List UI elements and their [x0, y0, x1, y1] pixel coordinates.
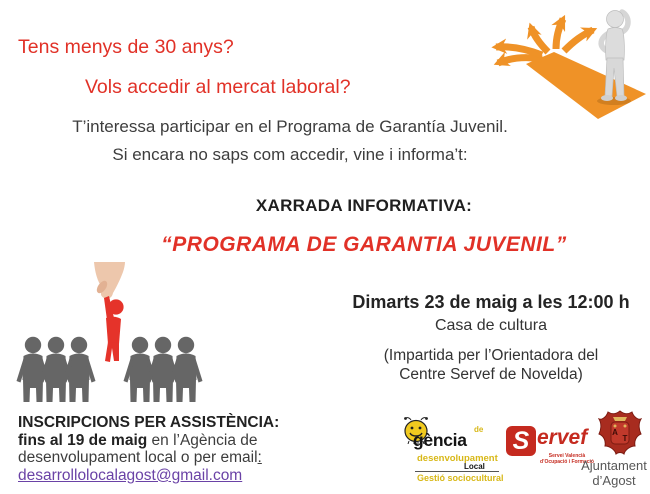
escut-letter-a: A: [612, 428, 618, 437]
email-link[interactable]: desarrollolocalagost@gmail.com: [18, 466, 243, 484]
agencia-local-label: Local: [464, 462, 485, 471]
registration-method-text: desenvolupament local o per email: [18, 449, 258, 467]
agencia-logo: [400, 416, 504, 482]
servef-s-icon: S: [506, 426, 536, 456]
ajuntament-label: [578, 459, 650, 489]
registration-heading: INSCRIPCIONS PER ASSISTÈNCIA:: [18, 414, 280, 431]
recruitment-illustration: [8, 262, 230, 410]
talk-heading: XARRADA INFORMATIVA:: [255, 196, 473, 215]
road: [526, 52, 646, 119]
event-venue: Casa de cultura: [434, 317, 548, 334]
agencia-divider: [415, 471, 499, 472]
headline-question-age: Tens menys de 30 anys?: [18, 36, 234, 58]
talk-title: “PROGRAMA DE GARANTIA JUVENIL”: [161, 233, 567, 256]
intro-line-info: Si encara no saps com accedir, vine i informa’t:: [112, 145, 468, 164]
escut-letter-t: T: [622, 434, 628, 443]
registration-method: [18, 449, 363, 467]
crossroads-illustration: [478, 2, 650, 120]
agencia-name: gència: [413, 430, 467, 450]
event-speaker: [332, 347, 650, 385]
registration-deadline: [18, 432, 363, 450]
ajuntament-label-line1: Ajuntament: [581, 458, 647, 473]
picking-hand: [94, 262, 125, 299]
agencia-desenvolupament-label: desenvolupament: [417, 453, 498, 464]
servef-name: ervef: [537, 426, 588, 449]
intro-line-program: T’interessa participar en el Programa de Garantía Juvenil.: [72, 117, 508, 136]
headline-question-labour: Vols accedir al mercat laboral?: [85, 76, 351, 98]
registration-colon: :: [257, 449, 262, 467]
event-datetime: Dimarts 23 de maig a les 12:00 h: [352, 292, 630, 312]
ajuntament-label-line2: d’Agost: [592, 472, 636, 488]
registration-deadline-rest: en l’Agència de: [147, 431, 258, 449]
picked-person: [104, 296, 124, 362]
event-speaker-line2: Centre Servef de Novelda): [399, 365, 583, 383]
event-details: [332, 292, 650, 385]
registration-deadline-date: fins al 19 de maig: [18, 431, 148, 449]
registration-block: [18, 414, 363, 484]
servef-subtitle-line2: d’Ocupació i Formació: [540, 459, 594, 465]
ajuntament-coat-of-arms-icon: [598, 410, 642, 458]
event-speaker-line1: (Impartida per l’Orientadora del: [383, 347, 599, 364]
agencia-de-label: de: [474, 425, 484, 434]
servef-subtitle-line1: Servei Valencià: [548, 453, 586, 459]
agencia-tagline: Gestió sociocultural: [417, 473, 504, 483]
intro-text: [45, 117, 535, 173]
